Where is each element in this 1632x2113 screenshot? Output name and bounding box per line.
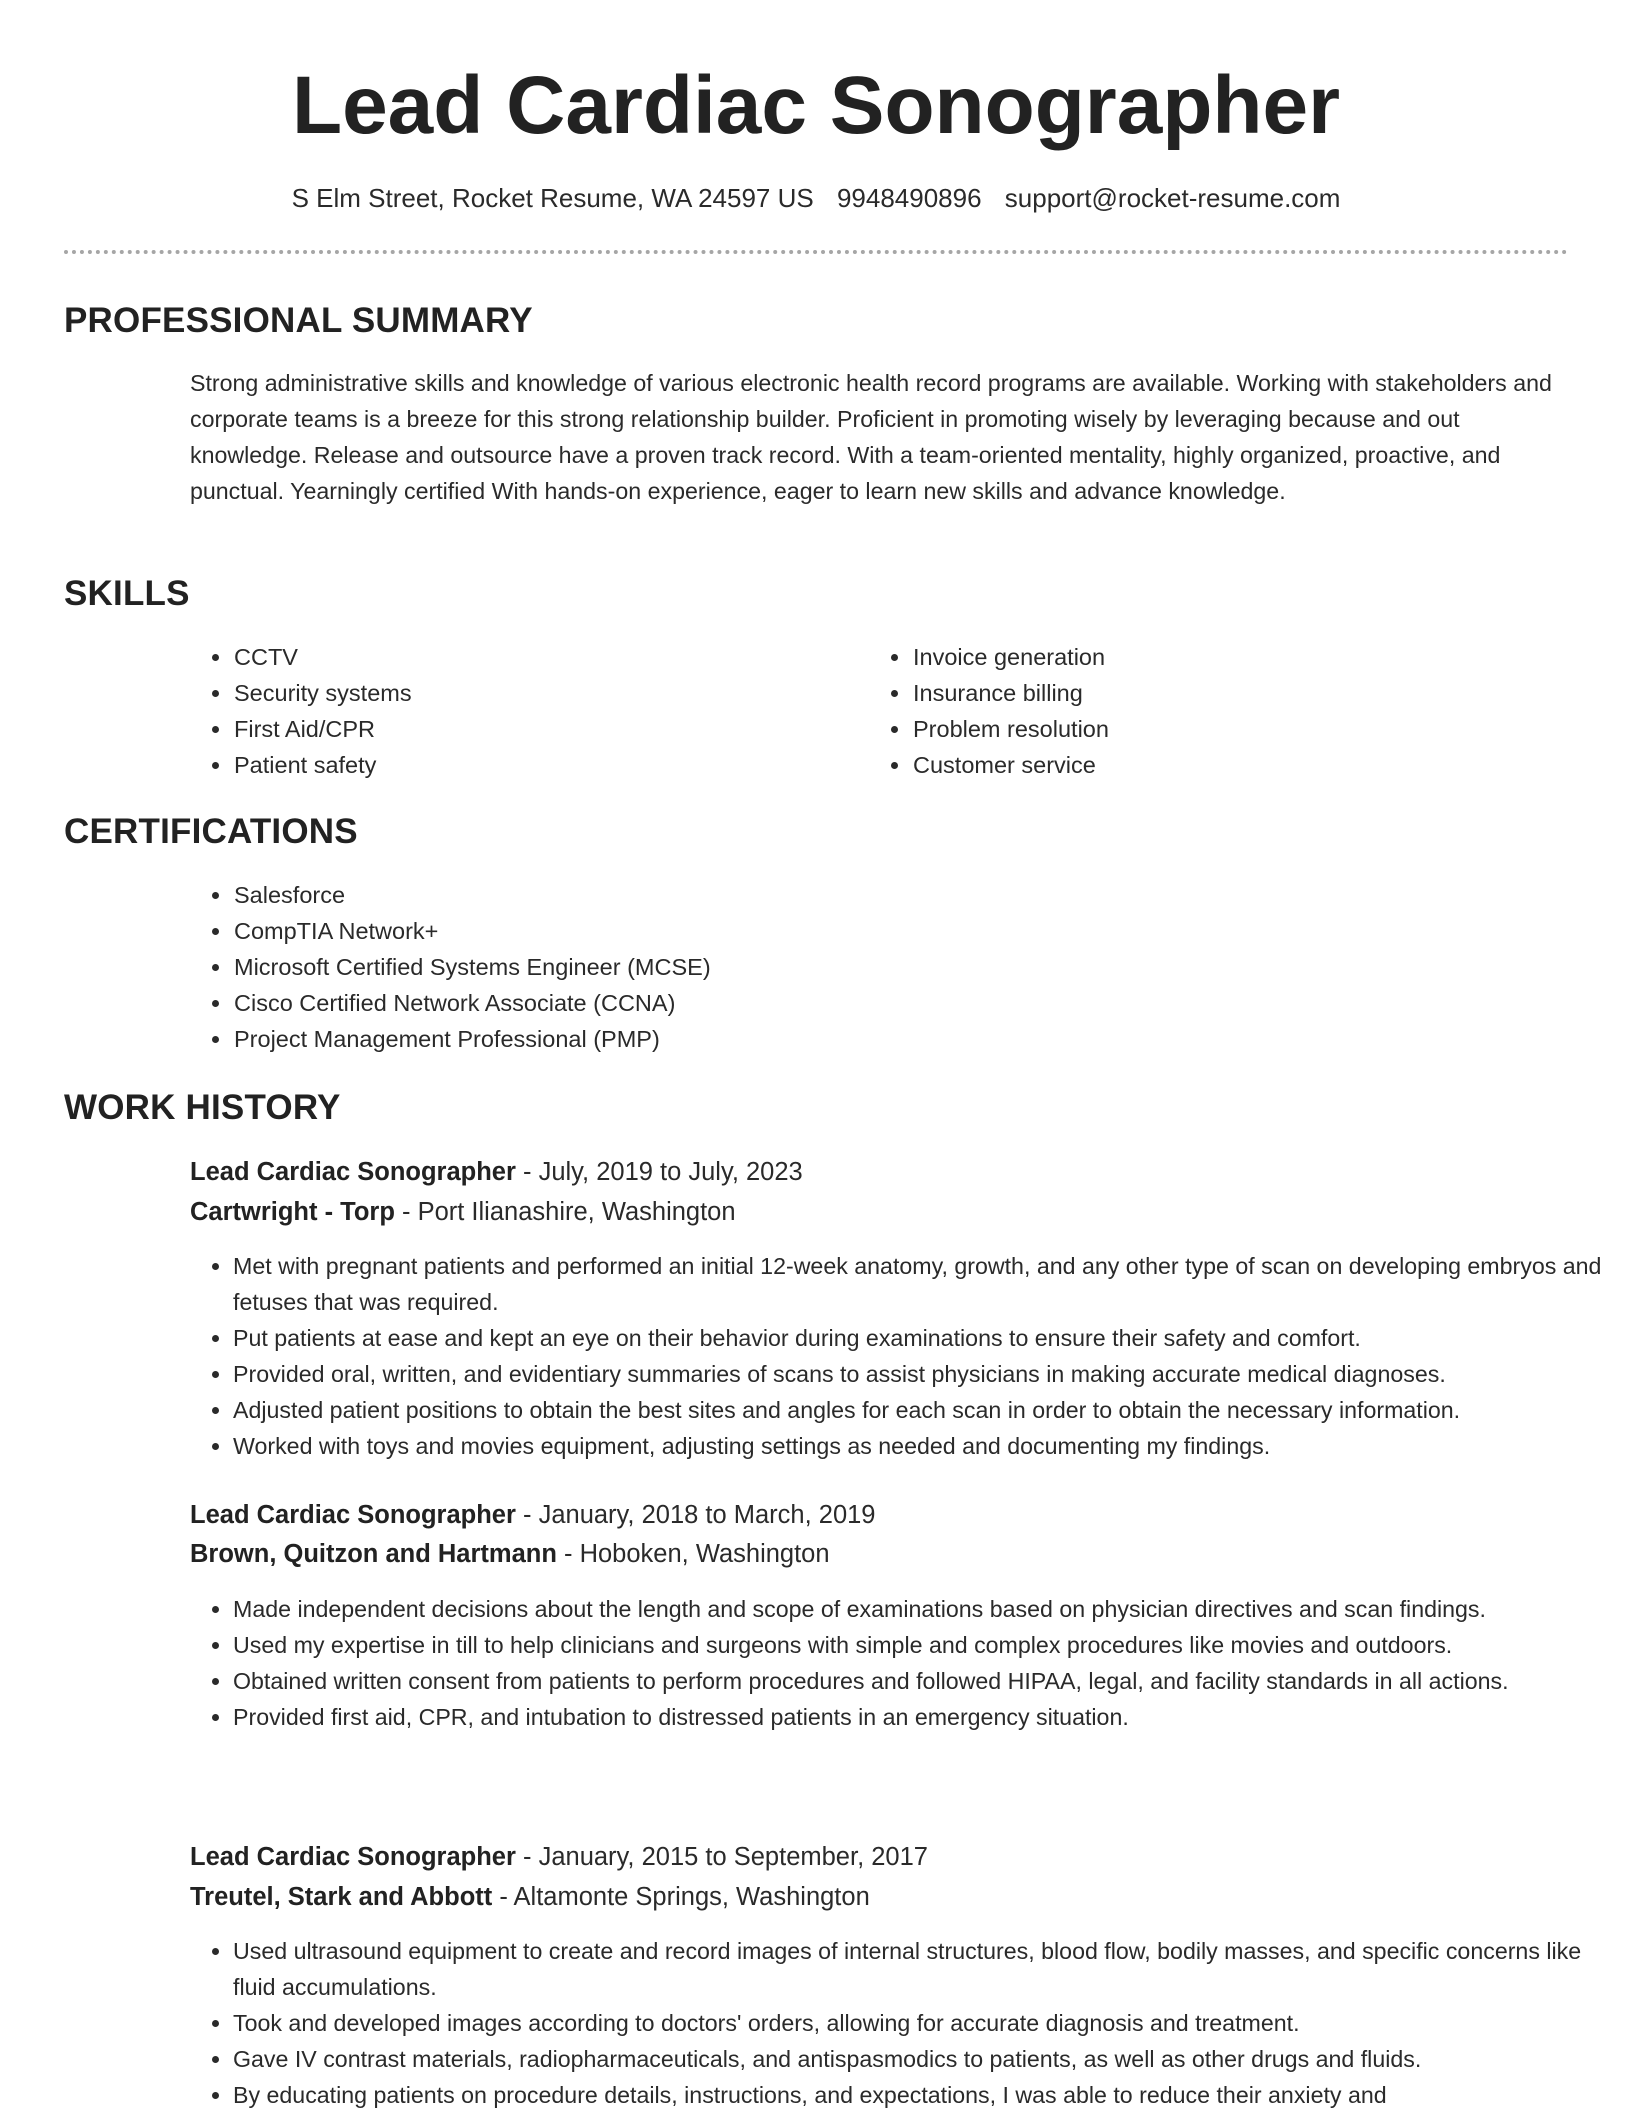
duty-item: • Provided first aid, CPR, and intubation to distressed patients in an emergency situation. — [233, 1699, 1603, 1735]
duty-item: • Used my expertise in till to help clinicians and surgeons with simple and complex procedures like movies and outdoors. — [233, 1627, 1603, 1663]
job-location: - Port Ilianashire, Washington — [394, 1198, 736, 1226]
job-duties-list — [190, 1591, 1603, 1735]
contact-line — [0, 180, 1632, 216]
job-company: Brown, Quitzon and Hartmann — [190, 1540, 557, 1568]
contact-email: support@rocket-resume.com — [1004, 183, 1341, 213]
resume-name: Lead Cardiac Sonographer — [291, 60, 1341, 151]
duty-item: • Put patients at ease and kept an eye on their behavior during examinations to ensure their safety and comfort. — [233, 1320, 1603, 1356]
contact-phone: 9948490896 — [836, 183, 982, 213]
certification-item: • Cisco Certified Network Associate (CCNA) — [233, 985, 1533, 1021]
work-history-heading: WORK HISTORY — [64, 1088, 341, 1127]
duty-item: • Obtained written consent from patients to perform procedures and followed HIPAA, legal, and facility standards in all actions. — [233, 1663, 1603, 1699]
header-divider — [64, 250, 1568, 254]
duty-item: • Adjusted patient positions to obtain the best sites and angles for each scan in order to obtain the necessary information. — [233, 1392, 1603, 1428]
skills-list-left — [190, 639, 833, 783]
summary-text: Strong administrative skills and knowledge of various electronic health record programs are available. Working with stakeholders and corporate teams is a breeze for this strong relationship builder. Proficient in promoting wisely by leveraging because and out knowledge. Release and outsource have a proven track record. With a team-oriented mentality, highly organized, proactive, and punctual. Yearningly certified With hands-on experience, eager to learn new skills and advance knowledge. — [190, 370, 1552, 504]
skills-heading: SKILLS — [64, 574, 190, 613]
duty-item: • Used ultrasound equipment to create and record images of internal structures, blood flow, bodily masses, and specific concerns like fluid accumulations. — [233, 1933, 1603, 2005]
skill-item: • First Aid/CPR — [233, 711, 833, 747]
job-company-line — [190, 1193, 736, 1231]
skill-item: • Problem resolution — [912, 711, 1562, 747]
duty-item: • By educating patients on procedure details, instructions, and expectations, I was able to reduce their anxiety and — [233, 2077, 1603, 2113]
summary-heading: PROFESSIONAL SUMMARY — [64, 301, 533, 340]
certification-item: • Microsoft Certified Systems Engineer (MCSE) — [233, 949, 1533, 985]
job-title-line — [190, 1153, 803, 1191]
job-company-line — [190, 1535, 830, 1573]
job-company: Treutel, Stark and Abbott — [190, 1883, 493, 1911]
job-dates: - January, 2015 to September, 2017 — [515, 1843, 928, 1871]
skill-item: • Security systems — [233, 675, 833, 711]
skills-list-right — [869, 639, 1562, 783]
certifications-heading: CERTIFICATIONS — [64, 812, 358, 851]
job-company-line — [190, 1878, 870, 1916]
skill-item: • Insurance billing — [912, 675, 1562, 711]
skill-item: • Patient safety — [233, 747, 833, 783]
job-role: Lead Cardiac Sonographer — [190, 1158, 516, 1186]
duty-item: • Made independent decisions about the length and scope of examinations based on physician directives and scan findings. — [233, 1591, 1603, 1627]
job-duties-list — [190, 1248, 1603, 1464]
skill-item: • Invoice generation — [912, 639, 1562, 675]
job-dates: - July, 2019 to July, 2023 — [515, 1158, 803, 1186]
certification-item: • CompTIA Network+ — [233, 913, 1533, 949]
skill-item: • Customer service — [912, 747, 1562, 783]
certifications-list — [190, 877, 1533, 1057]
job-dates: - January, 2018 to March, 2019 — [515, 1501, 876, 1529]
duty-item: • Worked with toys and movies equipment, adjusting settings as needed and documenting my findings. — [233, 1428, 1603, 1464]
duty-item: • Gave IV contrast materials, radiopharmaceuticals, and antispasmodics to patients, as well as other drugs and fluids. — [233, 2041, 1603, 2077]
duty-item: • Met with pregnant patients and performed an initial 12-week anatomy, growth, and any other type of scan on developing embryos and fetuses that was required. — [233, 1248, 1603, 1320]
job-role: Lead Cardiac Sonographer — [190, 1501, 516, 1529]
job-location: - Altamonte Springs, Washington — [492, 1883, 870, 1911]
job-title-line — [190, 1496, 876, 1534]
job-duties-list — [190, 1933, 1603, 2113]
duty-item: • Provided oral, written, and evidentiary summaries of scans to assist physicians in making accurate medical diagnoses. — [233, 1356, 1603, 1392]
job-title-line — [190, 1838, 928, 1876]
job-company: Cartwright - Torp — [190, 1198, 395, 1226]
certification-item: • Salesforce — [233, 877, 1533, 913]
certification-item: • Project Management Professional (PMP) — [233, 1021, 1533, 1057]
job-location: - Hoboken, Washington — [556, 1540, 830, 1568]
job-role: Lead Cardiac Sonographer — [190, 1843, 516, 1871]
duty-item: • Took and developed images according to doctors' orders, allowing for accurate diagnosis and treatment. — [233, 2005, 1603, 2041]
skill-item: • CCTV — [233, 639, 833, 675]
contact-address: S Elm Street, Rocket Resume, WA 24597 US — [291, 183, 814, 213]
